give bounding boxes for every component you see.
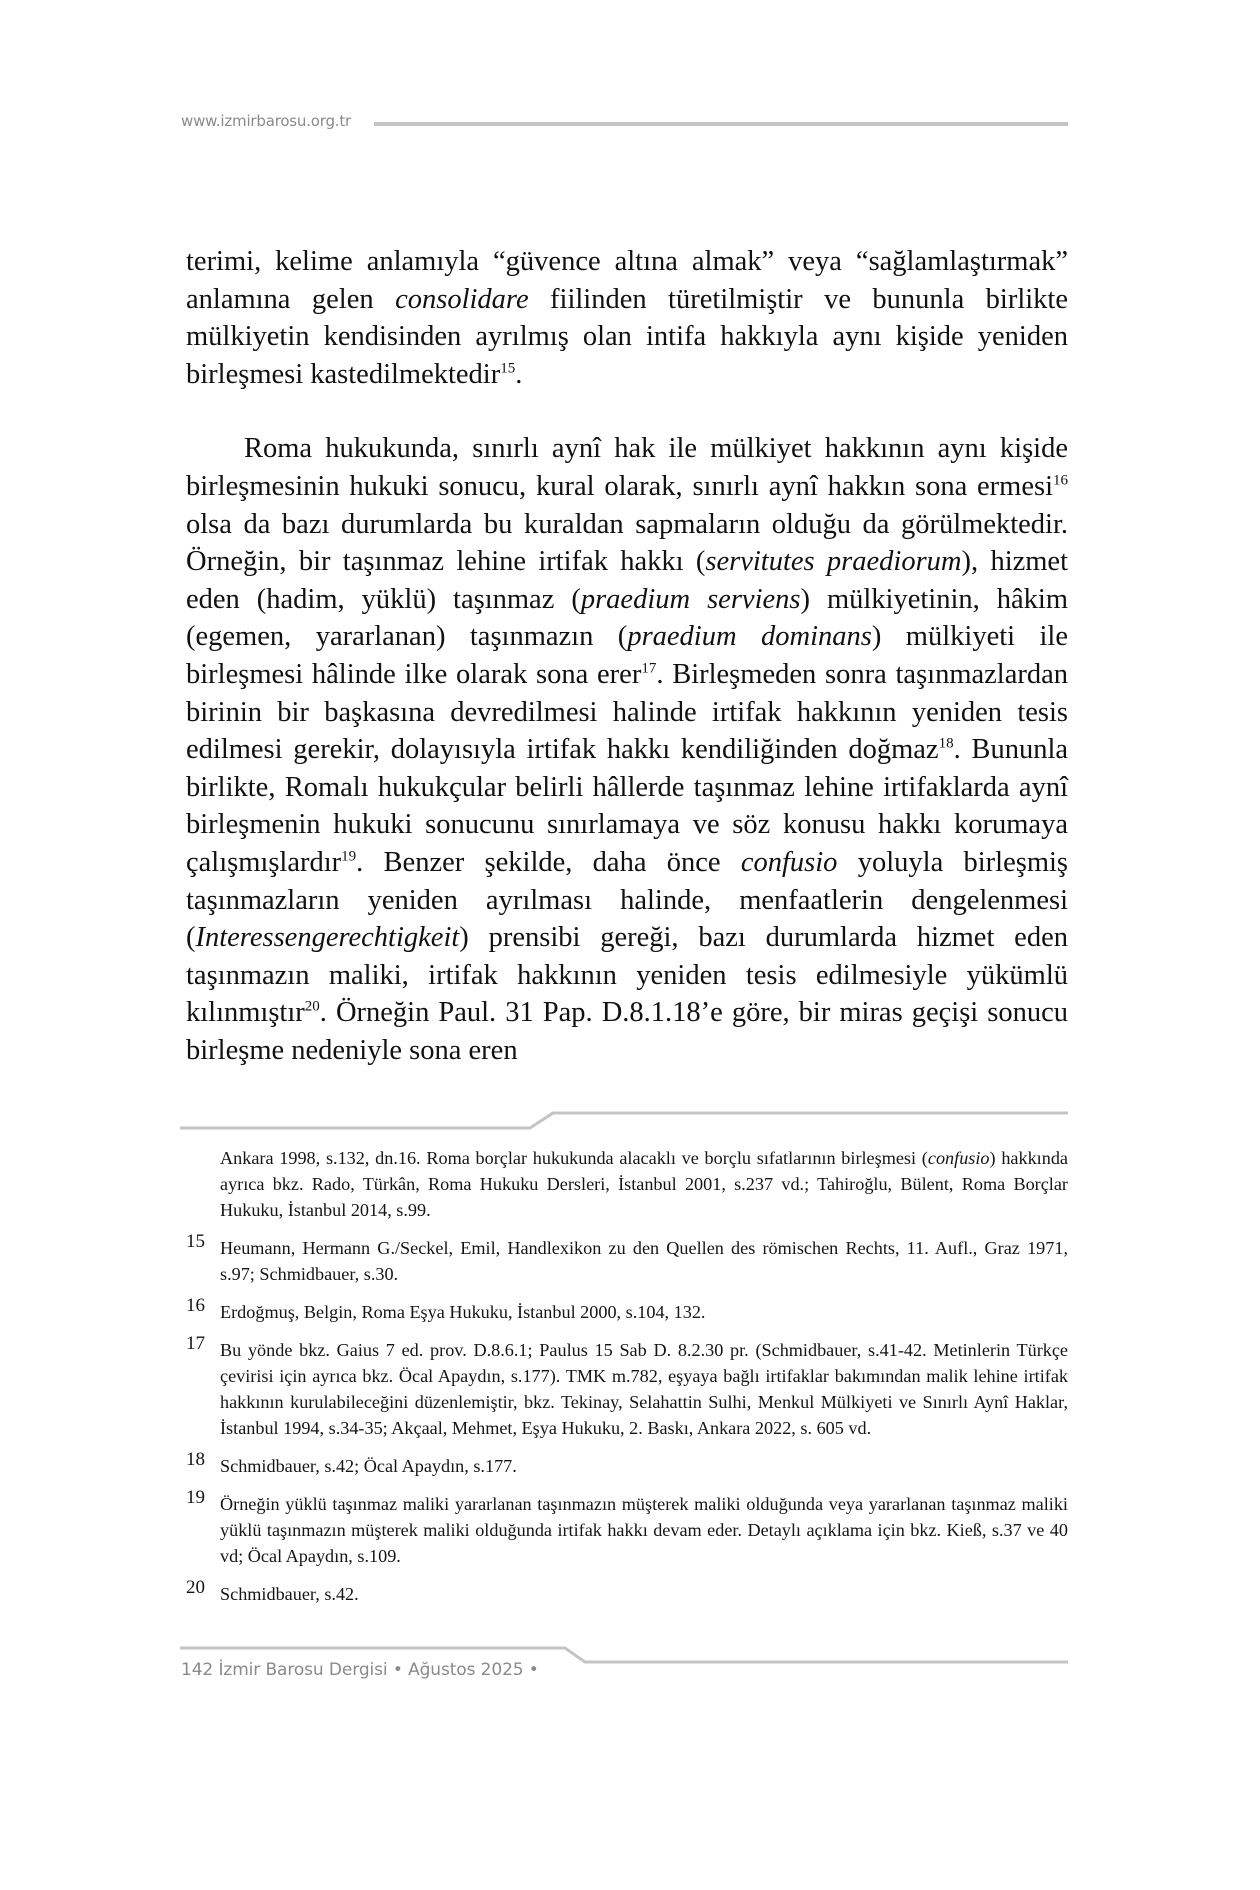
text-run: Erdoğmuş, Belgin, Roma Eşya Hukuku, İstanbul 2000, s.104, 132.	[220, 1302, 706, 1322]
text-run: olsa da bazı durumlarda bu kuraldan sapmaların olduğu da görülmektedir. Örneğin, bir taşınmaz lehine irtifak hakkı (	[186, 508, 1068, 578]
italic-term: confusio	[740, 846, 838, 878]
text-run: Heumann, Hermann G./Seckel, Emil, Handlexikon zu den Quellen des römischen Rechts, 11. Aufl., Graz 1971, s.97; Schmidbauer, s.30.	[220, 1238, 1068, 1284]
footnote-ref: 20	[304, 998, 320, 1015]
text-run: Schmidbauer, s.42.	[220, 1584, 359, 1604]
text-run: terimi, kelime anlamıyla “güvence altına almak” veya “sağlamlaştırmak” anlamına gelen	[186, 246, 1068, 315]
text-run: ) mülkiyeti ile birleşmesi hâlinde ilke olarak sona erer	[186, 621, 1068, 690]
text-run: fiilinden türetilmiştir ve bununla birlikte mülkiyetin kendisinden ayrılmış olan intifa hakkıyla aynı kişide yeniden birleşmesi kastedilmektedir	[186, 283, 1068, 390]
footnote-16	[186, 1295, 1068, 1325]
footnote-17	[186, 1333, 1068, 1441]
footnote-number: 15	[186, 1231, 205, 1252]
footnote-number: 16	[186, 1295, 205, 1316]
footnote-20	[186, 1577, 1068, 1607]
footnote-number: 20	[186, 1577, 205, 1598]
text-run: . Birleşmeden sonra taşınmazlardan birinin bir başkasına devredilmesi halinde irtifak hakkının yeniden tesis edilmesi gerekir, dolayısıyla irtifak hakkı kendiliğinden doğmaz	[186, 658, 1069, 766]
text-run: . Bununla birlikte, Romalı hukukçular belirli hâllerde taşınmaz lehine irtifaklarda aynî birleşmenin hukuki sonucunu sınırlamaya ve söz konusu hakkı korumaya çalışmışlardır	[186, 734, 1069, 878]
italic-term: servitutes praediorum	[705, 546, 962, 578]
footnote-ref: 19	[341, 848, 357, 865]
text-run: Schmidbauer, s.42; Öcal Apaydın, s.177.	[220, 1456, 517, 1476]
footnote-ref: 15	[500, 360, 516, 377]
footnote-ref: 18	[938, 735, 954, 752]
text-run: ), hizmet eden (hadim, yüklü) taşınmaz (	[186, 546, 1068, 615]
italic-term: Interessengerechtigkeit	[195, 922, 460, 954]
text-run: Bu yönde bkz. Gaius 7 ed. prov. D.8.6.1; Paulus 15 Sab D. 8.2.30 pr. (Schmidbauer, s.41-42. Metinlerin Türkçe çevirisi için ayrıca bkz. Öcal Apaydın, s.177). TMK m.782, eşyaya bağlı irtifaklar bakımından malik lehine irtifak hakkının kurulabileceğini düzenlemiştir, bkz. Tekinay, Selahattin Sulhi, Menkul Mülkiyeti ve Sınırlı Aynî Haklar, İstanbul 1994, s.34-35; Akçaal, Mehmet, Eşya Hukuku, 2. Baskı, Ankara 2022, s. 605 vd.	[220, 1340, 1068, 1438]
text-run: Örneğin yüklü taşınmaz maliki yararlanan taşınmazın müşterek maliki olduğunda veya yararlanan taşınmaz maliki yüklü taşınmazın müşterek maliki olduğunda irtifak hakkı devam eder. Detaylı açıklama için bkz. Kieß, s.37 ve 40 vd; Öcal Apaydın, s.109.	[220, 1494, 1068, 1566]
italic-term: praedium serviens	[580, 583, 801, 615]
footnote-ref: 16	[1053, 472, 1068, 489]
footnote-continuation	[186, 1145, 1068, 1223]
footnotes	[186, 1145, 1068, 1619]
header-url: www.izmirbarosu.org.tr	[181, 112, 352, 130]
footnote-number: 17	[186, 1333, 205, 1354]
footer-page-info: 142 İzmir Barosu Dergisi • Ağustos 2025 •	[181, 1660, 539, 1680]
text-run: . Benzer şekilde, daha önce	[356, 846, 741, 878]
text-run: ) mülkiyetinin, hâkim (egemen, yararlanan) taşınmazın (	[186, 583, 1068, 653]
italic-term: confusio	[927, 1148, 990, 1168]
footnote-number: 19	[186, 1487, 205, 1508]
footnote-number: 18	[186, 1449, 205, 1470]
paragraph-1	[186, 243, 1068, 393]
text-run: . Örneğin Paul. 31 Pap. D.8.1.18’e göre, bir miras geçişi sonucu birleşme nedeniyle sona eren	[186, 997, 1068, 1066]
paragraph-2	[186, 430, 1068, 1069]
text-run: yoluyla birleşmiş taşınmazların yeniden ayrılması halinde, menfaatlerin dengelenmesi (	[186, 846, 1068, 954]
text-run: Ankara 1998, s.132, dn.16. Roma borçlar hukukunda alacaklı ve borçlu sıfatlarının birleşmesi (	[220, 1148, 928, 1168]
footnote-ref: 17	[641, 660, 657, 677]
italic-term: consolidare	[395, 283, 529, 315]
text-run: .	[515, 358, 523, 390]
text-run: Roma hukukunda, sınırlı aynî hak ile mülkiyet hakkının aynı kişide birleşmesinin hukuki sonucu, kural olarak, sınırlı aynî hakkın sona ermesi	[186, 433, 1068, 502]
footnote-19	[186, 1487, 1068, 1569]
text-run: ) prensibi gereği, bazı durumlarda hizmet eden taşınmazın maliki, irtifak hakkının yeniden tesis edilmesiyle yükümlü kılınmıştır	[186, 922, 1068, 1029]
footnote-18	[186, 1449, 1068, 1479]
text-run: ) hakkında ayrıca bkz. Rado, Türkân, Roma Hukuku Dersleri, İstanbul 2001, s.237 vd.; Tahiroğlu, Bülent, Roma Borçlar Hukuku, İstanbul 2014, s.99.	[220, 1148, 1068, 1220]
body-text	[186, 243, 1068, 1069]
footnote-15	[186, 1231, 1068, 1287]
italic-term: praedium dominans	[627, 621, 872, 653]
footnote-separator	[180, 1113, 1068, 1128]
